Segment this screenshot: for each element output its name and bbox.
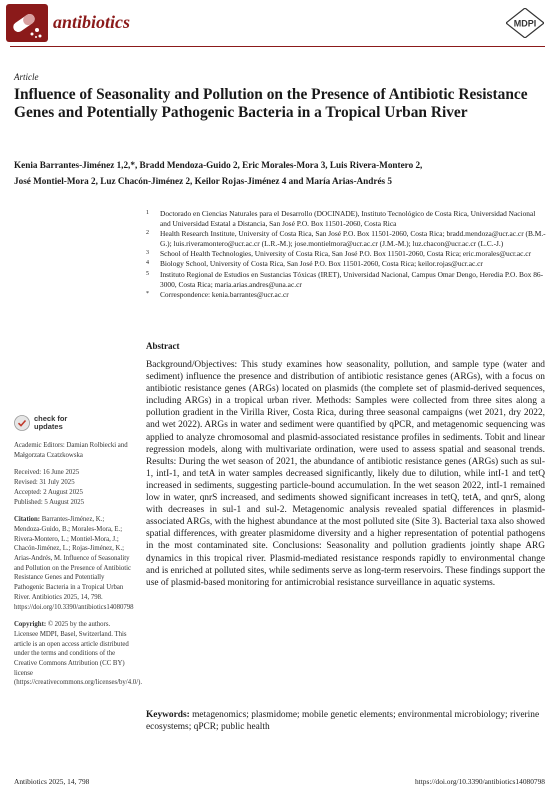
article-type: Article <box>14 72 39 82</box>
mdpi-logo-text: MDPI <box>513 18 537 29</box>
author-line-1-text: Kenia Barrantes-Jiménez 1,2,*, Bradd Mendoza-Guido 2, Eric Morales-Mora 3, Luis Rivera-Montero 2, <box>14 160 423 170</box>
copyright-block <box>14 620 143 688</box>
journal-header <box>0 0 555 46</box>
citation-block <box>14 515 132 612</box>
journal-logo-icon <box>6 4 48 42</box>
author-line-2-text: José Montiel-Mora 2, Luz Chacón-Jiménez 2, Keilor Rojas-Jiménez 4 and María Arias-Andrés 5 <box>14 176 392 186</box>
header-rule <box>10 46 545 47</box>
affiliation-text: Correspondence: kenia.barrantes@ucr.ac.cr <box>160 289 289 299</box>
affiliation-text: Doctorado en Ciencias Naturales para el Desarrollo (DOCINADE), Instituto Tecnológico de Costa Rica, Universidad Nacional and Universidad Estatal a Distancia, San José P.O. Box 11501-2060, Costa Rica <box>160 209 536 229</box>
article-title: Influence of Seasonality and Pollution on the Presence of Antibiotic Resistance Genes and Potentially Pathogenic Bacteria in a Tropical Urban River <box>14 86 528 121</box>
history-dates <box>14 468 132 507</box>
author-list <box>14 157 544 189</box>
check-updates-line-2: updates <box>34 422 63 431</box>
article-sidebar <box>14 414 143 696</box>
affiliation-number: 4 <box>146 260 149 267</box>
check-for-updates-button[interactable] <box>14 415 132 431</box>
received-date: Received: 16 June 2025 <box>14 469 80 477</box>
mdpi-logo-icon <box>506 8 544 38</box>
check-updates-icon <box>14 415 30 431</box>
affiliation-text: Biology School, University of Costa Rica, San José P.O. Box 11501-2060, Costa Rica; keilor.rojas@ucr.ac.cr <box>160 259 483 269</box>
citation-text: Barrantes-Jiménez, K.; Mendoza-Guido, B.; Morales-Mora, E.; Rivera-Montero, L.; Montiel-Mora, J.; Chacón-Jiménez, L.; Rojas-Jiménez, K.; Arias-Andrés, M. Influence of Seasonality and Pollution on the Presence of Antibiotic Resistance Genes and Potentially Pathogenic Bacteria in a Tropical Urban River. Antibiotics 2025, 14, 798. https://doi.org/10.3390/antibiotics14080798 <box>14 516 134 611</box>
keywords <box>146 709 545 733</box>
affiliation-item <box>146 209 546 229</box>
abstract-heading: Abstract <box>146 341 180 351</box>
affiliation-number: * <box>146 290 149 297</box>
accepted-date: Accepted: 2 August 2025 <box>14 488 83 496</box>
copyright-text: © 2025 by the authors. Licensee MDPI, Basel, Switzerland. This article is an open access article distributed under the terms and conditions of the Creative Commons Attribution (CC BY) license (https://creativecommons.org/licenses/by/4.0/). <box>14 621 143 687</box>
affiliation-item <box>146 270 546 290</box>
author-line-2 <box>14 173 544 189</box>
affiliation-number: 1 <box>146 210 149 216</box>
revised-date: Revised: 31 July 2025 <box>14 479 75 487</box>
affiliation-text: Instituto Regional de Estudios en Sustancias Tóxicas (IRET), Universidad Nacional, Campus Omar Dengo, Heredia P.O. Box 86-3000, Costa Rica; maria.arias.andres@una.ac.cr <box>160 269 544 289</box>
affiliation-number: 3 <box>146 250 149 257</box>
affiliations <box>146 209 546 300</box>
keywords-text: metagenomics; plasmidome; mobile genetic elements; environmental microbiology; riverine ecosystems; qPCR; public health <box>146 710 540 732</box>
affiliation-item <box>146 229 546 249</box>
check-updates-label <box>34 415 67 431</box>
citation-label: Citation: <box>14 516 41 524</box>
footer-citation: Antibiotics 2025, 14, 798 <box>14 777 90 786</box>
affiliation-number: 5 <box>146 270 149 277</box>
affiliation-number: 2 <box>146 230 149 237</box>
copyright-label: Copyright: <box>14 621 47 629</box>
journal-name: antibiotics <box>53 12 131 32</box>
affiliation-item <box>146 290 546 300</box>
keywords-label: Keywords: <box>146 710 190 720</box>
footer-doi-link[interactable]: https://doi.org/10.3390/antibiotics14080798 <box>414 777 545 786</box>
affiliation-text: School of Health Technologies, University of Costa Rica, San José P.O. Box 11501-2060, Costa Rica; eric.morales@ucr.ac.cr <box>160 249 532 259</box>
abstract-body: Background/Objectives: This study examines how seasonality, pollution, and sample type (water and sediment) influence the presence and distribution of antibiotic resistance genes (ARGs), with a focus on antibiotic resistance genes (ARGs) located on plasmids (the complete set of plasmid-derived sequences, including ARGs) in a tropical urban river. Methods: Samples were collected from three sites along a pollution gradient in the Virilla River, Costa Rica, during three seasonal campaigns (wet 2021, dry 2022, and wet 2022). ARGs in water and sediment were quantified by qPCR, and metagenomic sequencing was applied to analyze chromosomal and plasmid-associated resistance profiles in sediments. Tobit and linear regression models, along with multivariate ordination, were used to assess spatial and seasonal trends. Results: During the wet season of 2021, the abundance of antibiotic resistance genes (ARGs) such as sul-1, intI-1, and tetA in water samples decreased significantly, likely due to dilution, while intI-1 and tetQ increased in sediments, suggesting particle-bound accumulation. In the wet season 2022, intI-1 remained low in water, qnrS increased, and sediments showed significant increases in tetQ, tetA, and qnrS, along with decreases in sul-1 and sul-2. Metagenomic analysis revealed spatial differences in plasmid-associated ARGs, with the highest abundance at the most polluted site (Site 3). Bacterial taxa also showed spatial differences, with greater plasmidome diversity and a higher representation of potential pathogens in the most contaminated site. Conclusions: Seasonality and pollution gradients jointly shape ARG dynamics in this tropical river. Plasmid-mediated resistance responds rapidly to environmental change and is enriched at polluted sites, while sediments serve as long-term reservoirs. These findings support the use of plasmid-based monitoring for antimicrobial resistance surveillance in aquatic systems. <box>146 360 545 588</box>
published-date: Published: 5 August 2025 <box>14 498 85 506</box>
affiliation-item <box>146 249 546 259</box>
author-line-1 <box>14 157 544 173</box>
affiliation-text: Health Research Institute, University of Costa Rica, San José P.O. Box 11501-2060, Costa Rica; bradd.mendoza@ucr.ac.cr (B.M.-G.); luis.riveramontero@ucr.ac.cr (L.R.-M.); jose.montielmora@ucr.ac.cr (J.M.-M.); luz.chacon@ucr.ac.cr (L.C.-J.) <box>160 229 546 249</box>
academic-editors: Academic Editors: Damian Rolbiecki and Małgorzata Czatzkowska <box>14 442 128 459</box>
affiliation-item <box>146 259 546 269</box>
check-updates-line-1: check for <box>34 414 68 423</box>
